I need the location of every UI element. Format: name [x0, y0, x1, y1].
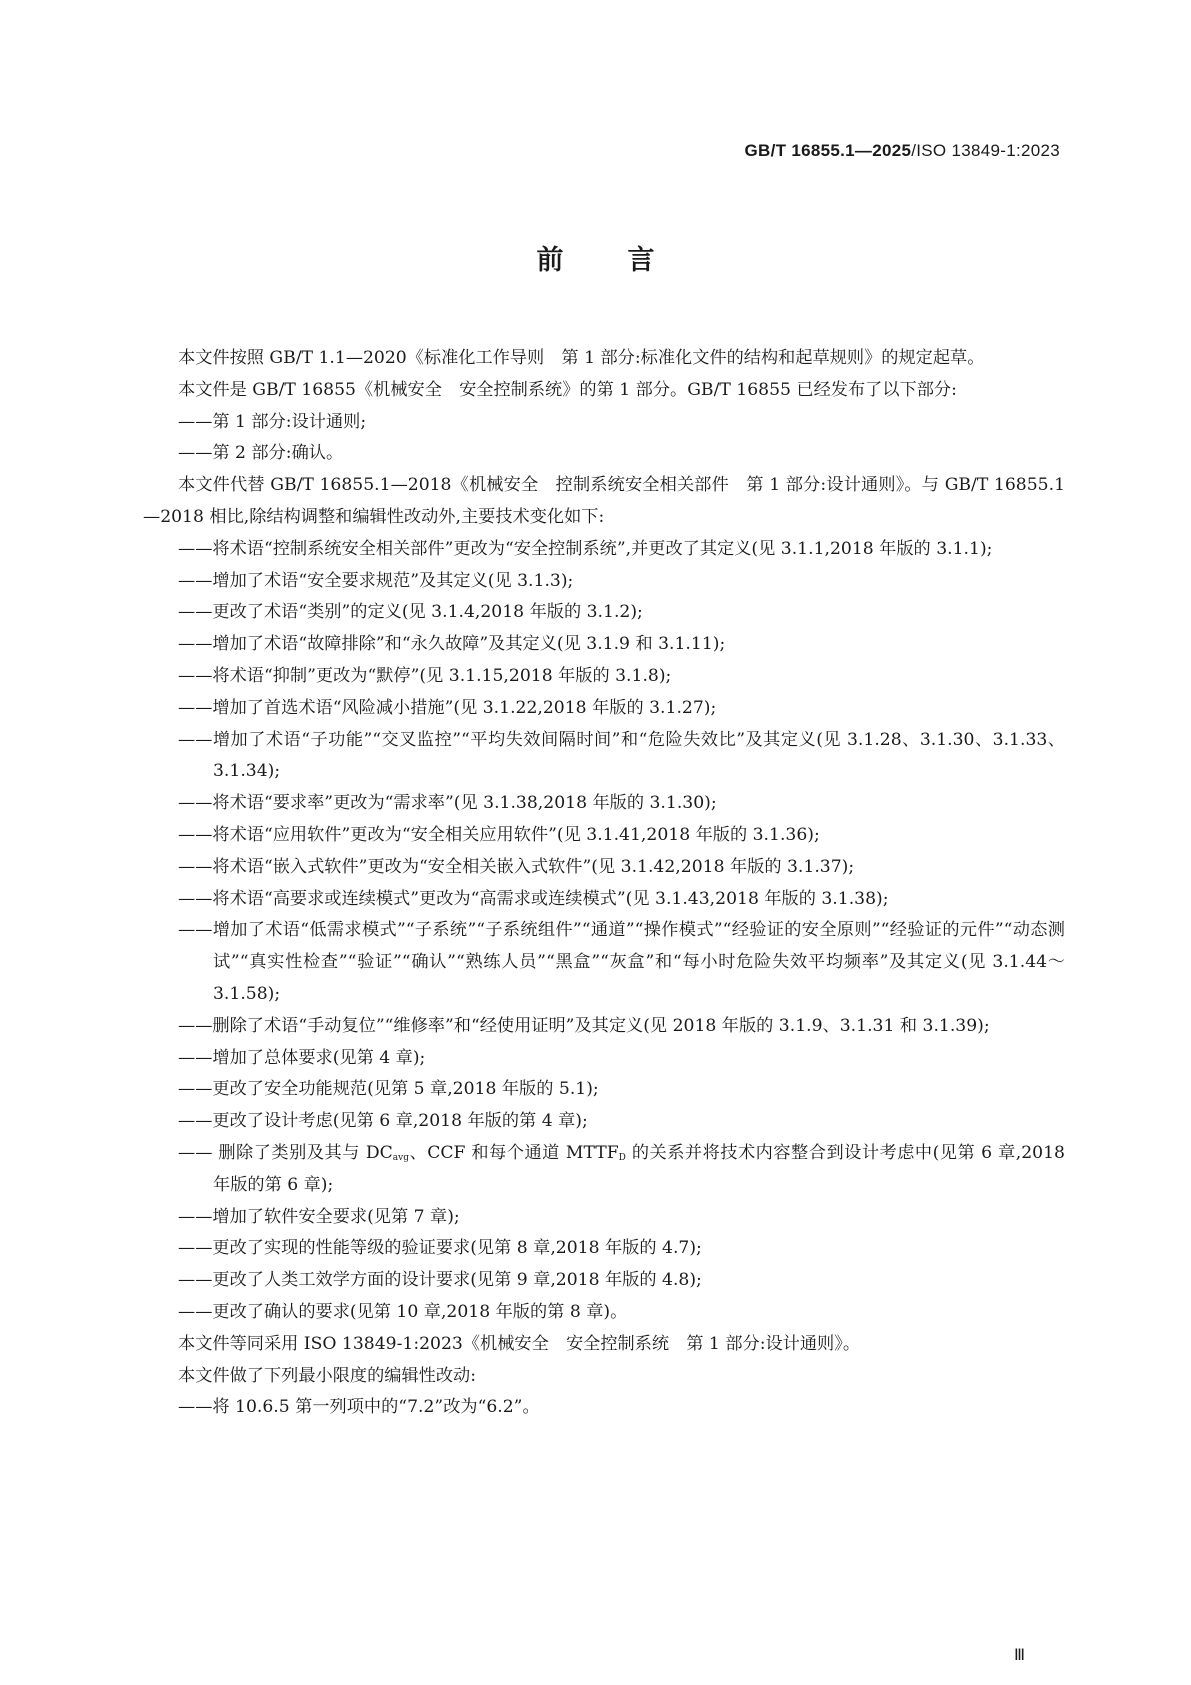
change-item: ——增加了软件安全要求(见第 7 章); — [178, 1206, 460, 1227]
list-item: ——第 1 部分:设计通则; — [178, 411, 367, 432]
change-text-part: —— 删除了类别及其与 DC — [178, 1142, 393, 1163]
change-item: ——将术语“应用软件”更改为“安全相关应用软件”(见 3.1.41,2018 年版的 3.1.36); — [178, 824, 820, 845]
change-item: ——更改了术语“类别”的定义(见 3.1.4,2018 年版的 3.1.2); — [178, 602, 643, 623]
change-item: ——增加了术语“安全要求规范”及其定义(见 3.1.3); — [178, 570, 574, 591]
paragraph-replacement: 本文件代替 GB/T 16855.1—2018《机械安全 控制系统安全相关部件 第 1 部分:设计通则》。与 GB/T 16855.1—2018 相比,除结构调整和编辑性改动外,主要技术变化如下: — [143, 475, 1065, 527]
standard-number: GB/T 16855.1—2025 — [744, 141, 912, 160]
change-item: ——增加了首选术语“风险减小措施”(见 3.1.22,2018 年版的 3.1.27); — [178, 697, 717, 718]
change-item: ——将术语“嵌入式软件”更改为“安全相关嵌入式软件”(见 3.1.42,2018 年版的 3.1.37); — [178, 856, 855, 877]
list-item: ——将 10.6.5 第一列项中的“7.2”改为“6.2”。 — [178, 1397, 540, 1418]
change-item: ——更改了设计考虑(见第 6 章,2018 年版的第 4 章); — [178, 1111, 588, 1132]
subscript-d: D — [618, 1152, 626, 1163]
paragraph-iso-adoption: 本文件等同采用 ISO 13849-1:2023《机械安全 安全控制系统 第 1 部分:设计通则》。 — [178, 1333, 861, 1354]
list-item: ——第 2 部分:确认。 — [178, 443, 344, 464]
change-item: ——增加了术语“故障排除”和“永久故障”及其定义(见 3.1.9 和 3.1.11); — [178, 634, 726, 655]
change-item: ——更改了安全功能规范(见第 5 章,2018 年版的 5.1); — [178, 1079, 599, 1100]
change-item: ——将术语“要求率”更改为“需求率”(见 3.1.38,2018 年版的 3.1.30); — [178, 793, 717, 814]
foreword-body — [143, 343, 1065, 1424]
paragraph-drafting-rules: 本文件按照 GB/T 1.1—2020《标准化工作导则 第 1 部分:标准化文件的结构和起草规则》的规定起草。 — [178, 348, 985, 368]
subscript-avg: avg — [392, 1152, 410, 1163]
change-text-part: 的关系并将技术内容整合到设计考虑中(见第 6 章,2018 年版的第 6 章); — [213, 1142, 1065, 1195]
iso-number: /ISO 13849-1:2023 — [911, 141, 1060, 160]
change-item: ——将术语“高要求或连续模式”更改为“高需求或连续模式”(见 3.1.43,2018 年版的 3.1.38); — [178, 888, 889, 909]
change-item: ——增加了总体要求(见第 4 章); — [178, 1047, 426, 1068]
change-item: ——将术语“抑制”更改为“默停”(见 3.1.15,2018 年版的 3.1.8); — [178, 665, 672, 686]
change-text-part: 、CCF 和每个通道 MTTF — [409, 1142, 619, 1163]
page-number: Ⅲ — [1013, 1647, 1025, 1664]
document-header — [745, 141, 1060, 161]
change-item: ——增加了术语“子功能”“交叉监控”“平均失效间隔时间”和“危险失效比”及其定义(见 3.1.28、3.1.30、3.1.33、3.1.34); — [178, 729, 1065, 782]
page-title: 前言 — [536, 245, 719, 276]
change-item: ——将术语“控制系统安全相关部件”更改为“安全控制系统”,并更改了其定义(见 3.1.1,2018 年版的 3.1.1); — [178, 538, 993, 559]
change-item: ——更改了确认的要求(见第 10 章,2018 年版的第 8 章)。 — [178, 1301, 628, 1322]
change-item-dc-mttf — [143, 1138, 1065, 1202]
paragraph-series-part: 本文件是 GB/T 16855《机械安全 安全控制系统》的第 1 部分。GB/T 16855 已经发布了以下部分: — [178, 379, 957, 400]
change-item: ——更改了人类工效学方面的设计要求(见第 9 章,2018 年版的 4.8); — [178, 1270, 702, 1291]
change-item: ——删除了术语“手动复位”“维修率”和“经使用证明”及其定义(见 2018 年版的 3.1.9、3.1.31 和 3.1.39); — [178, 1015, 990, 1036]
change-item: ——增加了术语“低需求模式”“子系统”“子系统组件”“通道”“操作模式”“经验证的安全原则”“经验证的元件”“动态测试”“真实性检查”“验证”“确认”“熟练人员”“黑盒”“灰盒”和“每小时危险失效平均频率”及其定义(见 3.1.44～3.1.58); — [178, 920, 1065, 1004]
change-item: ——更改了实现的性能等级的验证要求(见第 8 章,2018 年版的 4.7); — [178, 1238, 702, 1259]
paragraph-editorial-changes: 本文件做了下列最小限度的编辑性改动: — [178, 1365, 476, 1386]
